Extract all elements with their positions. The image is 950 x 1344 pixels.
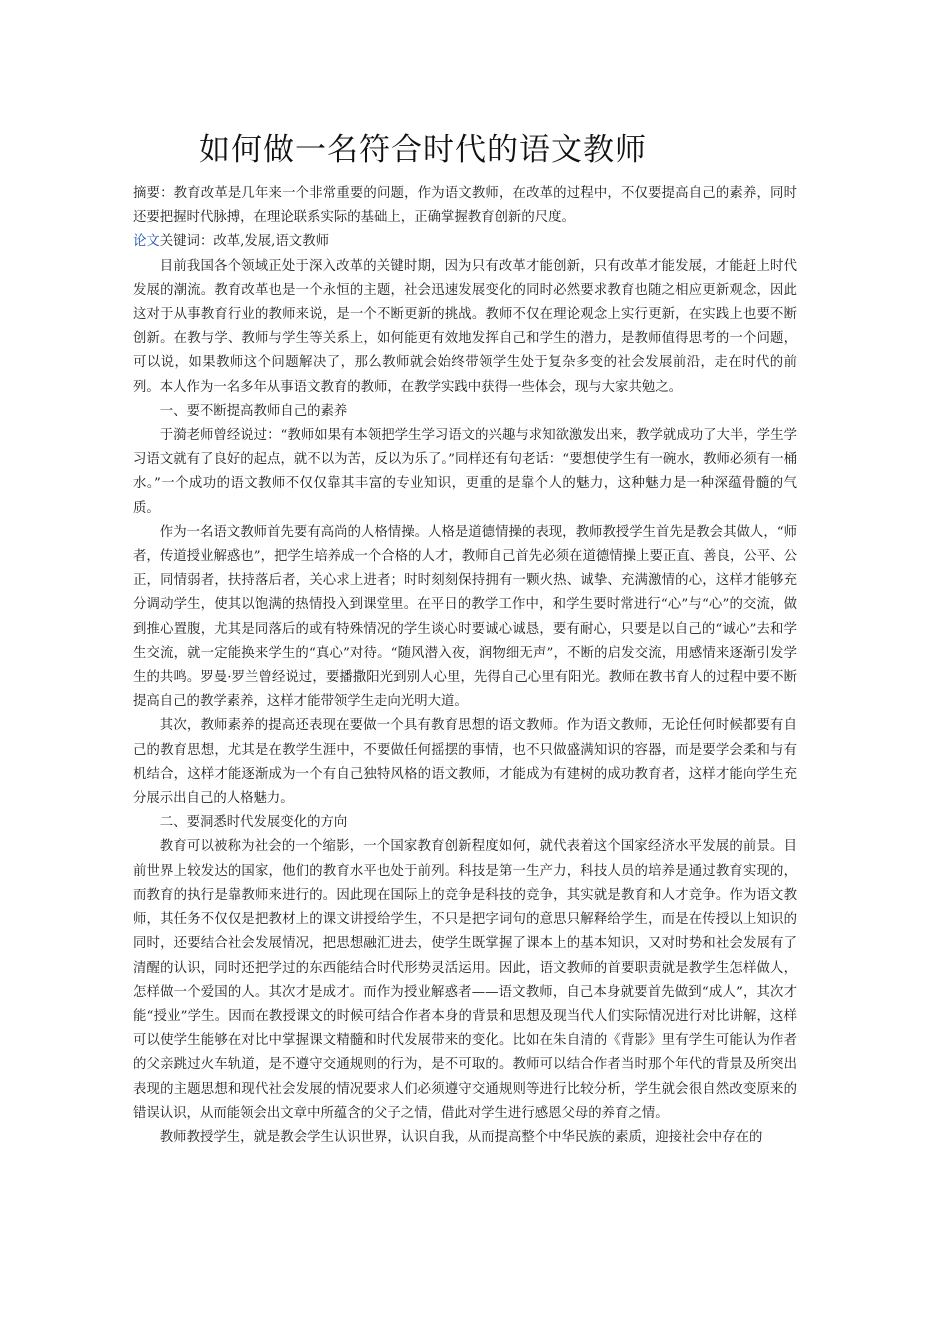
section-1-paragraph-1: 于漪老师曾经说过：“教师如果有本领把学生学习语文的兴趣与求知欲激发出来，教学就成功了大半，学生学习语文就有了良好的起点，就不以为苦，反以为乐了。”同样还有句老话：“要想使学生有一碗水，教师必须有一桶水。”一个成功的语文教师不仅仅靠其丰富的专业知识，更重的是靠个人的魅力，这种魅力是一种深蕴骨髓的气质。 [133, 428, 797, 516]
intro-paragraph: 目前我国各个领域正处于深入改革的关键时期，因为只有改革才能创新，只有改革才能发展，才能赶上时代发展的潮流。教育改革也是一个永恒的主题，社会迅速发展变化的同时必然要求教育也随之相应更新观念，因此这对于从事教育行业的教师来说，是一个不断更新的挑战。教师不仅在理论观念上实行更新，在实践上也要不断创新。在教与学、教师与学生等关系上，如何能更有效地发挥自己和学生的潜力，是教师值得思考的一个问题，可以说，如果教师这个问题解决了，那么教师就会始终带领学生处于复杂多变的社会发展前沿，走在时代的前列。本人作为一名多年从事语文教育的教师，在教学实践中获得一些体会，现与大家共勉之。 [133, 258, 797, 395]
document-page [133, 128, 797, 1150]
section-1-heading: 一、要不断提高教师自己的素养 [159, 403, 348, 419]
keywords-line [133, 230, 797, 254]
section-2-heading: 二、要洞悉时代发展变化的方向 [159, 815, 348, 831]
section-1-paragraph-2: 作为一名语文教师首先要有高尚的人格情操。人格是道德情操的表现，教师教授学生首先是教会其做人，“师者，传道授业解惑也”，把学生培养成一个合格的人才，教师自己首先必须在道德情操上要正直、善良，公平、公正，同情弱者，扶持落后者，关心求上进者；时时刻刻保持拥有一颗火热、诚挚、充满激情的心，这样才能够充分调动学生，使其以饱满的热情投入到课堂里。在平日的教学工作中，和学生要时常进行“心”与“心”的交流，做到推心置腹，尤其是同落后的或有特殊情况的学生谈心时要诚心诚恳，要有耐心，只要是以自己的“诚心”去和学生交流，就一定能换来学生的“真心”对待。“随风潜入夜，润物细无声”，不断的启发交流，用感情来逐渐引发学生的共鸣。罗曼·罗兰曾经说过，要播撒阳光到别人心里，先得自己心里有阳光。教师在教书育人的过程中要不断提高自己的教学素养，这样才能带领学生走向光明大道。 [133, 524, 797, 710]
section-2-paragraph-2: 教师教授学生，就是教会学生认识世界，认识自我，从而提高整个中华民族的素质，迎接社会中存在的 [159, 1129, 763, 1145]
keywords-text: 关键词：改革,发展,语文教师 [159, 234, 329, 250]
keywords-link[interactable]: 论文 [133, 234, 160, 250]
section-2-paragraph-1: 教育可以被称为社会的一个缩影，一个国家教育创新程度如何，就代表着这个国家经济水平发展的前景。目前世界上较发达的国家，他们的教育水平也处于前列。科技是第一生产力，科技人员的培养是通过教育实现的，而教育的执行是靠教师来进行的。因此现在国际上的竞争是科技的竞争，其实就是教育和人才竞争。作为语文教师，其任务不仅仅是把教材上的课文讲授给学生，不只是把字词句的意思只解释给学生，而是在传授以上知识的同时，还要结合社会发展情况，把思想融汇进去，使学生既掌握了课本上的基本知识，又对时势和社会发展有了清醒的认识，同时还把学过的东西能结合时代形势灵活运用。因此，语文教师的首要职责就是教学生怎样做人，怎样做一个爱国的人。其次才是成才。而作为授业解惑者——语文教师，自己本身就要首先做到“成人”，其次才能“授业”学生。因而在教授课文的时候可结合作者本身的背景和思想及现当代人们实际情况进行对比讲解，这样可以使学生能够在对比中掌握课文精髓和时代发展带来的变化。比如在朱自清的《背影》里有学生可能认为作者的父亲跳过火车轨道，是不遵守交通规则的行为，是不可取的。教师可以结合作者当时那个年代的背景及所突出表现的主题思想和现代社会发展的情况要求人们必须遵守交通规则等进行比较分析，学生就会很自然改变原来的错误认识，从而能领会出文章中所蕴含的父子之情，借此对学生进行感恩父母的养育之情。 [133, 839, 797, 1121]
document-title: 如何做一名符合时代的语文教师 [199, 132, 647, 168]
section-1-paragraph-3: 其次，教师素养的提高还表现在要做一个具有教育思想的语文教师。作为语文教师，无论任何时候都要有自己的教育思想，尤其是在教学生涯中，不要做任何摇摆的事情，也不只做盛满知识的容器，而是要学会柔和与有机结合，这样才能逐渐成为一个有自己独特风格的语文教师，才能成为有建树的成功教育者，这样才能向学生充分展示出自己的人格魅力。 [133, 718, 797, 807]
abstract-paragraph: 摘要：教育改革是几年来一个非常重要的问题，作为语文教师，在改革的过程中，不仅要提高自己的素养，同时还要把握时代脉搏，在理论联系实际的基础上，正确掌握教育创新的尺度。 [133, 186, 797, 226]
